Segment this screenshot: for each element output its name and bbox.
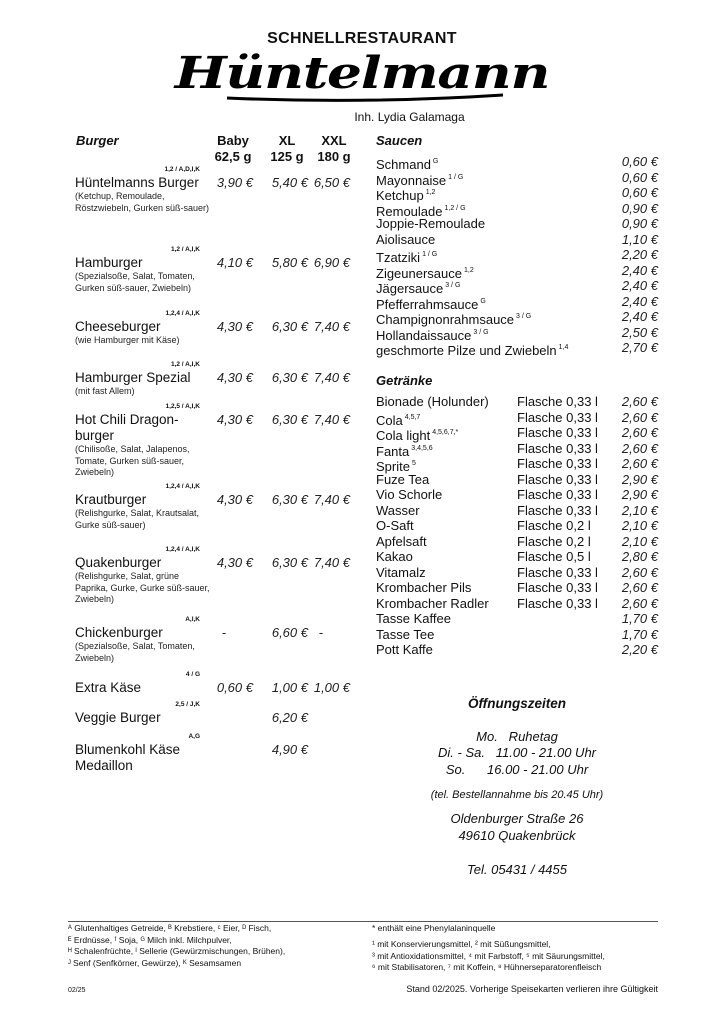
price-xl: 4,90 € <box>271 742 308 757</box>
burger-name: Veggie Burger <box>75 710 161 725</box>
getraenke-price: 2,60 € <box>621 409 658 425</box>
price-xl: 5,80 € <box>271 255 308 270</box>
burger-name: Hamburger Spezial <box>75 370 191 385</box>
bottle-size: Flasche 0,33 l <box>517 394 598 409</box>
saucen-name: Champignonrahmsauce <box>376 312 515 327</box>
getraenke-row <box>376 627 658 643</box>
getraenke-price: 2,60 € <box>621 580 658 595</box>
getraenke-name: O-Saft <box>376 518 414 533</box>
bottle-size: Flasche 0,2 l <box>517 533 591 549</box>
allergen-codes: 1,2,4 / A,I,K <box>165 310 200 317</box>
saucen-row <box>376 294 658 310</box>
getraenke-price: 2,60 € <box>621 564 658 580</box>
legend-line: ⁶ mit Stabilisatoren, ⁷ mit Koffein, ⁸ Hühnerseparatorenfleisch <box>372 962 602 972</box>
price-xl: 6,30 € <box>271 555 308 570</box>
getraenke-name: Pott Kaffe <box>376 642 433 657</box>
price-baby: 3,90 € <box>216 175 253 190</box>
burger-name: Cheeseburger <box>75 319 161 334</box>
saucen-price: 2,40 € <box>621 262 658 278</box>
bottle-size: Flasche 0,33 l <box>517 471 598 487</box>
burger-name-block <box>75 255 210 294</box>
getraenke-price: 2,60 € <box>621 440 658 456</box>
getraenke-heading: Getränke <box>376 373 433 388</box>
price-xxl: 6,50 € <box>313 175 350 190</box>
allergen-codes: 1,2,5 / A,I,K <box>165 403 200 410</box>
burger-name: Chickenburger <box>75 625 163 640</box>
price-baby: 4,10 € <box>216 255 253 270</box>
burger-name-block <box>75 625 210 664</box>
burger-name-block <box>75 175 210 214</box>
getraenke-row <box>376 549 658 565</box>
hours-line: So. 16.00 - 21.00 Uhr <box>445 762 589 777</box>
col-weight: 62,5 g <box>214 149 252 164</box>
allergen-codes: 1,2,4 / A,I,K <box>165 546 200 553</box>
burger-description: (Spezialsoße, Salat, Tomaten, Gurken süß-sauer, Zwiebeln) <box>75 271 195 293</box>
price-baby: - <box>221 625 227 640</box>
saucen-row <box>376 201 658 217</box>
legend-line: ᴱ Erdnüsse, ᶠ Soja, ᴳ Milch inkl. Milchpulver, <box>68 934 232 945</box>
getraenke-row <box>376 472 658 488</box>
bottle-size: Flasche 0,33 l <box>517 595 598 611</box>
burger-name: Krautburger <box>75 492 147 507</box>
bottle-size: Flasche 0,33 l <box>517 440 598 456</box>
burger-name: Hamburger <box>75 255 143 270</box>
getraenke-name: Fanta <box>376 443 410 459</box>
getraenke-name: Apfelsaft <box>376 533 427 549</box>
burger-name: Quakenburger <box>75 555 162 570</box>
price-xl: 6,30 € <box>271 492 308 507</box>
burger-description: (Chilisoße, Salat, Jalapenos, Tomate, Gurken süß-sauer, Zwiebeln) <box>75 444 190 477</box>
burger-description: (Relishgurke, Salat, grüne Paprika, Gurke, Gurke süß-sauer, Zwiebeln) <box>75 571 210 604</box>
price-xxl: 7,40 € <box>313 555 350 570</box>
restaurant-logo: Hüntelmann <box>174 48 550 99</box>
saucen-price: 0,90 € <box>621 216 658 231</box>
saucen-allergens: 3 / G <box>473 328 489 336</box>
price-xxl: - <box>318 625 324 640</box>
getraenke-row <box>376 518 658 534</box>
saucen-allergens: 1 / G <box>448 173 464 181</box>
saucen-price: 0,60 € <box>621 185 658 200</box>
price-xxl: 1,00 € <box>313 680 350 695</box>
burger-name: Hot Chili Dragon-burger <box>75 412 179 443</box>
address-city: 49610 Quakenbrück <box>458 828 576 843</box>
additive-legend <box>372 939 605 974</box>
getraenke-price: 1,70 € <box>621 611 658 626</box>
saucen-price: 2,70 € <box>621 340 658 355</box>
saucen-row <box>376 232 658 248</box>
getraenke-name: Fuze Tea <box>376 471 430 487</box>
restaurant-type: SCHNELLRESTAURANT <box>267 30 457 47</box>
getraenke-name: Cola light <box>376 428 431 443</box>
saucen-name: Mayonnaise <box>376 172 447 188</box>
getraenke-row <box>376 441 658 457</box>
saucen-price: 2,20 € <box>621 247 658 262</box>
allergen-codes: 4 / G <box>185 671 200 678</box>
burger-description: (mit fast Allem) <box>75 386 135 396</box>
saucen-name: geschmorte Pilze und Zwiebeln <box>376 343 557 358</box>
saucen-name: Joppie-Remoulade <box>376 216 486 231</box>
hours-line: Di. - Sa. 11.00 - 21.00 Uhr <box>438 745 596 760</box>
hours-line: Mo. Ruhetag <box>476 729 558 744</box>
burger-name-block <box>75 319 210 347</box>
saucen-price: 0,60 € <box>621 169 658 185</box>
getraenke-name: Vitamalz <box>376 564 426 580</box>
price-baby: 4,30 € <box>216 412 253 427</box>
bottle-size: Flasche 0,33 l <box>517 487 598 502</box>
saucen-row <box>376 154 658 170</box>
burger-name-block <box>75 680 210 696</box>
burger-name: Blumenkohl Käse Medaillon <box>75 742 181 773</box>
getraenke-name: Wasser <box>376 502 420 518</box>
getraenke-name: Kakao <box>376 549 413 564</box>
bottle-size: Flasche 0,33 l <box>517 425 598 440</box>
allergen-codes: 1,2 / A,I,K <box>170 361 200 368</box>
allergen-codes: 1,2 / A,I,K <box>170 246 200 253</box>
getraenke-price: 2,10 € <box>621 518 658 533</box>
burger-name-block <box>75 492 210 531</box>
getraenke-row <box>376 642 658 658</box>
getraenke-row <box>376 580 658 596</box>
bottle-size: Flasche 0,33 l <box>517 456 598 471</box>
allergen-codes: A,G <box>188 733 200 740</box>
burger-heading: Burger <box>76 133 119 148</box>
version-code: 02/25 <box>68 987 86 994</box>
col-xxl <box>304 133 364 165</box>
price-xl: 1,00 € <box>271 680 308 695</box>
saucen-allergens: 3 / G <box>445 282 461 289</box>
price-baby: 4,30 € <box>216 370 253 385</box>
getraenke-price: 2,10 € <box>621 502 658 518</box>
getraenke-price: 2,60 € <box>621 595 658 611</box>
saucen-price: 2,40 € <box>621 309 658 324</box>
col-baby <box>203 133 263 165</box>
saucen-row <box>376 185 658 201</box>
footer-divider <box>68 921 658 922</box>
getraenke-name: Tasse Tee <box>376 626 435 642</box>
owner-name: Inh. Lydia Galamaga <box>354 110 465 124</box>
getraenke-price: 1,70 € <box>621 626 658 642</box>
getraenke-price: 2,90 € <box>621 471 658 487</box>
burger-description: (Relishgurke, Salat, Krautsalat, Gurke süß-sauer) <box>75 508 200 530</box>
getraenke-name: Tasse Kaffee <box>376 611 451 626</box>
price-baby: 4,30 € <box>216 555 253 570</box>
saucen-price: 0,60 € <box>621 154 658 169</box>
saucen-allergens: 1,2 <box>464 266 474 274</box>
validity-note: Stand 02/2025. Vorherige Speisekarten verlieren ihre Gültigkeit <box>406 984 658 994</box>
saucen-price: 2,40 € <box>621 278 658 293</box>
price-xl: 6,20 € <box>271 710 308 725</box>
saucen-allergens: 1,2 / G <box>444 204 466 212</box>
getraenke-row <box>376 394 658 410</box>
saucen-allergens: 1,4 <box>558 344 569 351</box>
burger-description: (Spezialsoße, Salat, Tomaten, Zwiebeln) <box>75 641 195 663</box>
getraenke-row <box>376 534 658 550</box>
address-street: Oldenburger Straße 26 <box>450 811 584 826</box>
bottle-size: Flasche 0,33 l <box>517 409 598 425</box>
saucen-name: Jägersauce <box>376 281 444 296</box>
price-baby: 4,30 € <box>216 492 253 507</box>
getraenke-allergens: 4,5,7 <box>404 413 421 421</box>
saucen-price: 0,90 € <box>621 200 658 216</box>
saucen-row <box>376 340 658 356</box>
hours-title: Öffnungszeiten <box>467 696 566 711</box>
legend-line: ᴶ Senf (Senfkörner, Gewürze), ᴷ Sesamsamen <box>68 957 242 968</box>
phone-order-note: (tel. Bestellannahme bis 20.45 Uhr) <box>430 789 604 801</box>
col-label: XL <box>278 133 296 148</box>
getraenke-row <box>376 425 658 441</box>
getraenke-row <box>376 456 658 472</box>
burger-name-block <box>75 710 210 726</box>
legend-line: ᴴ Schalenfrüchte, ᴵ Sellerie (Gewürzmischungen, Brühen), <box>68 946 286 956</box>
getraenke-price: 2,60 € <box>621 456 658 471</box>
price-xxl: 7,40 € <box>313 370 350 385</box>
saucen-name: Ketchup <box>376 188 424 203</box>
getraenke-row <box>376 596 658 612</box>
bottle-size: Flasche 0,2 l <box>517 518 591 533</box>
burger-description: (Ketchup, Remoulade, Röstzwiebeln, Gurken süß-sauer) <box>75 191 210 213</box>
saucen-name: Hollandaissauce <box>376 327 472 343</box>
getraenke-row <box>376 487 658 503</box>
getraenke-row <box>376 611 658 627</box>
allergen-codes: 1,2 / A,D,I,K <box>164 166 200 173</box>
saucen-name: Zigeunersauce <box>376 265 462 281</box>
saucen-row <box>376 247 658 263</box>
saucen-name: Aiolisauce <box>376 231 436 247</box>
getraenke-name: Cola <box>376 412 403 428</box>
bottle-size: Flasche 0,5 l <box>517 549 591 564</box>
burger-name-block <box>75 412 210 479</box>
price-xl: 6,30 € <box>271 319 308 334</box>
getraenke-allergens: 5 <box>411 460 416 467</box>
getraenke-name: Vio Schorle <box>376 487 443 502</box>
saucen-row <box>376 263 658 279</box>
price-xxl: 6,90 € <box>313 255 350 270</box>
burger-name-block <box>75 555 210 606</box>
saucen-allergens: 1,2 <box>425 189 436 196</box>
saucen-heading: Saucen <box>376 133 423 148</box>
burger-name-block <box>75 742 210 774</box>
saucen-row <box>376 309 658 325</box>
bottle-size: Flasche 0,33 l <box>517 502 598 518</box>
allergen-legend <box>68 923 285 969</box>
legend-line: ³ mit Antioxidationsmittel, ⁴ mit Farbstoff, ⁵ mit Säurungsmittel, <box>372 950 605 961</box>
legend-line: ᴬ Glutenhaltiges Getreide, ᴮ Krebstiere, ᶜ Eier, ᴰ Fisch, <box>68 923 272 933</box>
price-baby: 4,30 € <box>216 319 253 334</box>
col-weight: 125 g <box>270 149 304 164</box>
burger-name: Hüntelmanns Burger <box>75 175 199 190</box>
getraenke-row <box>376 565 658 581</box>
price-xxl: 7,40 € <box>313 492 350 507</box>
saucen-price: 1,10 € <box>621 231 658 247</box>
saucen-allergens: 3 / G <box>516 313 532 320</box>
getraenke-allergens: 4,5,6,7,* <box>432 429 459 436</box>
saucen-row <box>376 278 658 294</box>
getraenke-allergens: 3,4,5,6 <box>411 444 433 452</box>
burger-description: (wie Hamburger mit Käse) <box>75 335 180 345</box>
getraenke-row <box>376 503 658 519</box>
price-xl: 6,30 € <box>271 370 308 385</box>
saucen-price: 2,50 € <box>621 324 658 340</box>
allergen-codes: 1,2,4 / A,I,K <box>165 483 200 490</box>
col-label: XXL <box>321 133 347 148</box>
price-xxl: 7,40 € <box>313 319 350 334</box>
getraenke-price: 2,90 € <box>621 487 658 502</box>
saucen-name: Schmand <box>376 157 431 172</box>
col-label: Baby <box>217 133 249 148</box>
getraenke-row <box>376 410 658 426</box>
saucen-price: 2,40 € <box>621 293 658 309</box>
saucen-row <box>376 325 658 341</box>
saucen-name: Tzatziki <box>376 250 421 265</box>
allergen-codes: 2,5 / J,K <box>175 701 200 708</box>
price-xl: 5,40 € <box>271 175 308 190</box>
price-baby: 0,60 € <box>216 680 253 695</box>
phenylalanine-note: * enthält eine Phenylalaninquelle <box>372 923 496 933</box>
getraenke-name: Bionade (Holunder) <box>376 394 489 409</box>
getraenke-price: 2,60 € <box>621 425 658 440</box>
saucen-name: Remoulade <box>376 203 443 219</box>
getraenke-name: Sprite <box>376 459 410 474</box>
price-xxl: 7,40 € <box>313 412 350 427</box>
getraenke-name: Krombacher Pils <box>376 580 472 595</box>
getraenke-price: 2,80 € <box>621 549 658 564</box>
phone-number: Tel. 05431 / 4455 <box>467 862 567 877</box>
getraenke-price: 2,60 € <box>621 394 658 409</box>
col-weight: 180 g <box>317 149 351 164</box>
bottle-size: Flasche 0,33 l <box>517 580 598 595</box>
saucen-allergens: 1 / G <box>422 251 438 258</box>
saucen-row <box>376 170 658 186</box>
saucen-allergens: G <box>480 297 486 305</box>
price-xl: 6,60 € <box>271 625 308 640</box>
saucen-row <box>376 216 658 232</box>
price-xl: 6,30 € <box>271 412 308 427</box>
logo-swoosh <box>225 92 505 104</box>
allergen-codes: A,I,K <box>185 616 200 623</box>
getraenke-price: 2,10 € <box>621 533 658 549</box>
saucen-name: Pfefferrahmsauce <box>376 296 479 312</box>
bottle-size: Flasche 0,33 l <box>517 564 598 580</box>
burger-name-block <box>75 370 210 398</box>
legend-line: ¹ mit Konservierungsmittel, ² mit Süßungsmittel, <box>372 939 551 949</box>
saucen-allergens: G <box>432 158 439 165</box>
burger-name: Extra Käse <box>75 680 142 695</box>
getraenke-name: Krombacher Radler <box>376 595 489 611</box>
getraenke-price: 2,20 € <box>621 642 658 657</box>
